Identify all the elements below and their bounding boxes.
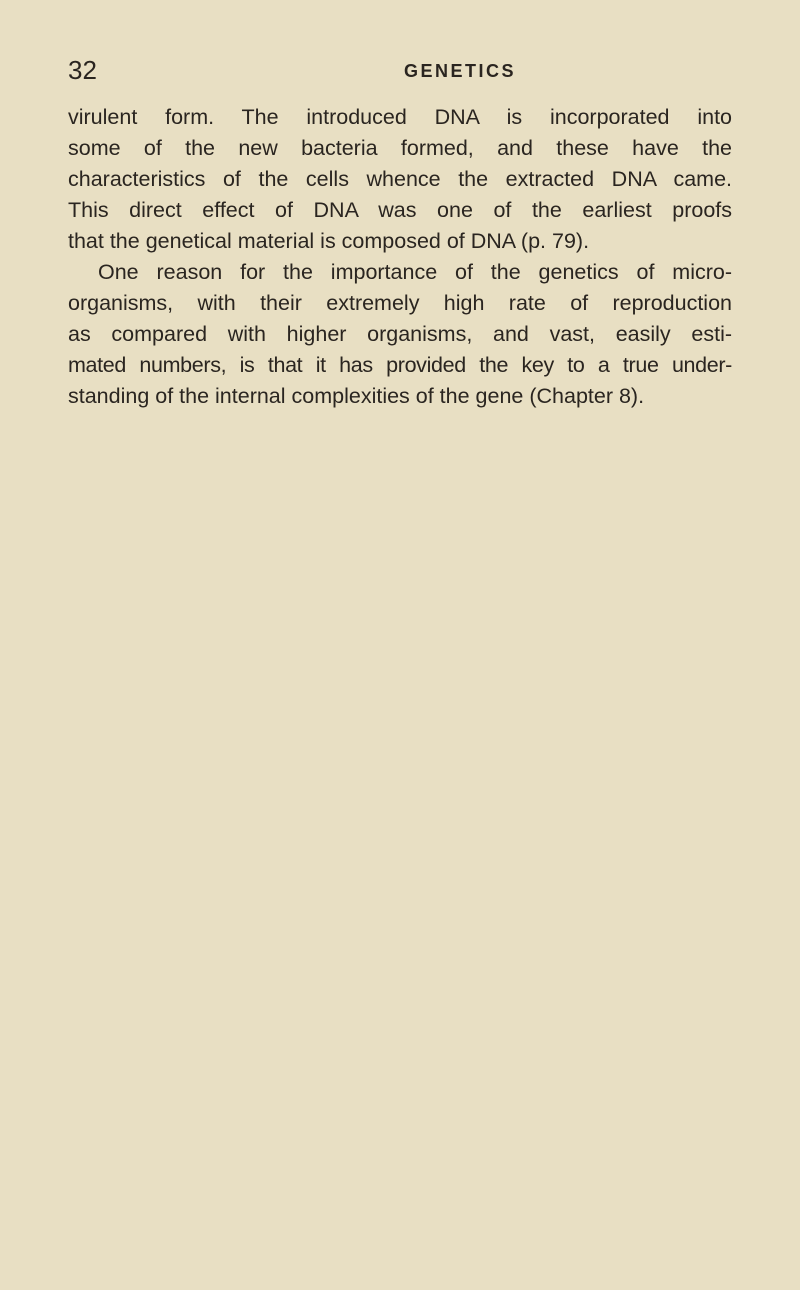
text-line: One reason for the importance of the genetics of micro- [98,260,732,284]
text-line: This direct effect of DNA was one of the earliest proofs [68,198,732,222]
text-line: some of the new bacteria formed, and these have the [68,136,732,160]
text-line: mated numbers, is that it has provided the key to a true under- [68,353,732,377]
running-head [68,52,730,92]
text-line: standing of the internal complexities of the gene (Chapter 8). [68,384,645,408]
page-number: 32 [68,55,97,85]
text-line: organisms, with their extremely high rate of reproduction [68,291,732,315]
paragraph-2 [68,257,732,412]
body-text [68,102,732,412]
section-title: GENETICS [404,61,517,81]
text-line: virulent form. The introduced DNA is incorporated into [68,105,732,129]
paragraph-1 [68,102,732,257]
text-line: as compared with higher organisms, and vast, easily esti- [68,322,732,346]
text-line: characteristics of the cells whence the extracted DNA came. [68,167,732,191]
text-line: that the genetical material is composed of DNA (p. 79). [68,229,590,253]
